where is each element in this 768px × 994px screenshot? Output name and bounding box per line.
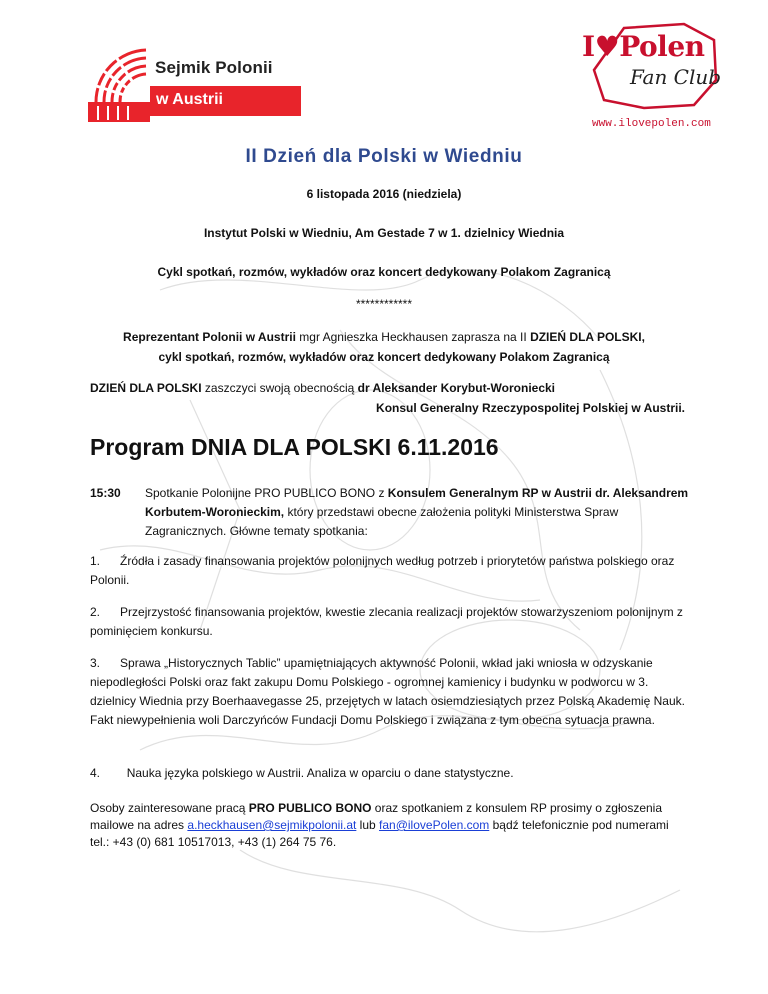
- logo-left-title: Sejmik Polonii: [155, 58, 273, 77]
- topic-number: 4.: [90, 766, 101, 780]
- topic-item-4: [90, 764, 690, 783]
- topic-item-3: [90, 654, 690, 730]
- contact-paragraph: [90, 800, 690, 851]
- topic-text: Przejrzystość finansowania projektów, kwestie zlecania realizacji projektów stowarzyszeniom polonijnym z pominięciem konkursu.: [90, 605, 683, 638]
- topic-number: 3.: [90, 656, 101, 670]
- intro-day: DZIEŃ DLA POLSKI,: [530, 330, 645, 344]
- topic-text: Źródła i zasady finansowania projektów polonijnych według potrzeb i priorytetów państwa polskiego oraz Polonii.: [90, 554, 675, 587]
- program-title: Program DNIA DLA POLSKI 6.11.2016: [90, 434, 499, 460]
- separator-stars: ************: [355, 297, 413, 311]
- series-line: Cykl spotkań, rozmów, wykładów oraz koncert dedykowany Polakom Zagranicą: [157, 265, 611, 279]
- honor-paragraph: [90, 378, 690, 398]
- contact-ppb: PRO PUBLICO BONO: [248, 801, 372, 815]
- logo-right-club: Fan Club: [630, 65, 722, 89]
- topic-item-1: [90, 552, 690, 590]
- email-link-heckhausen[interactable]: a.heckhausen@sejmikpolonii.at: [187, 818, 357, 832]
- intro-paragraph: [0, 327, 768, 367]
- venue-line: Instytut Polski w Wiedniu, Am Gestade 7 w 1. dzielnicy Wiednia: [203, 226, 565, 240]
- topic-item-2: [90, 603, 690, 641]
- document-title: II Dzień dla Polski w Wiedniu: [245, 146, 523, 167]
- topic-text: Sprawa „Historycznych Tablic” upamiętniających aktywność Polonii, wkład jaki wniosła w odzyskanie niepodległości Polski oraz fakt zakupu Domu Polskiego - ogromnej kamienicy i budynku w podworcu w 3. dzielnicy Wiednia przy Boerhaavegasse 25, przejętych w latach osiemdziesiątych przez Polską Akademię Nauk. Fakt niewypełnienia woli Darczyńców Fundacji Domu Polskiego i związana z tym obecna sytuacja prawna.: [90, 656, 685, 727]
- honor-title: Konsul Generalny Rzeczypospolitej Polskiej w Austrii.: [376, 401, 685, 415]
- intro-line2: cykl spotkań, rozmów, wykładów oraz koncert dedykowany Polakom Zagranicą: [158, 350, 610, 364]
- meeting-paragraph: [145, 484, 690, 541]
- date-line: 6 listopada 2016 (niedziela): [306, 187, 462, 201]
- logo-left-band: [150, 86, 301, 116]
- honor-day: DZIEŃ DLA POLSKI: [90, 381, 202, 395]
- logo-left-subtitle: w Austrii: [156, 91, 223, 108]
- intro-rep: Reprezentant Polonii w Austrii: [123, 330, 296, 344]
- contact-text2: oraz spotkaniem z konsulem RP prosimy o zgłoszenia mailowe na adres: [90, 801, 663, 832]
- logo-right-brand: I♥Polen: [582, 30, 705, 63]
- honor-name: dr Aleksander Korybut-Woroniecki: [357, 381, 556, 395]
- meeting-text2: który przedstawi obecne założenia polityki Ministerstwa Spraw Zagranicznych. Główne tematy spotkania:: [145, 505, 619, 538]
- contact-text4: bądź telefonicznie pod numerami tel.: +43 (0) 681 10517013, +43 (1) 264 75 76.: [90, 818, 669, 849]
- program-time: 15:30: [90, 486, 121, 500]
- sejmik-polonii-logo: [88, 44, 303, 124]
- intro-rep-text: mgr Agnieszka Heckhausen zaprasza na II: [295, 330, 531, 344]
- contact-text1: Osoby zainteresowane pracą: [90, 801, 249, 815]
- ilovepolen-logo: [560, 20, 730, 132]
- sejmik-fan-emblem: [88, 44, 150, 122]
- meeting-consul: Konsulem Generalnym RP w Austrii dr. Aleksandrem Korbutem-Woronieckim,: [145, 486, 689, 519]
- topic-number: 1.: [90, 554, 101, 568]
- topic-number: 2.: [90, 605, 101, 619]
- logo-right-url[interactable]: www.ilovepolen.com: [592, 118, 711, 130]
- contact-text3: lub: [356, 818, 380, 832]
- email-link-fan[interactable]: fan@ilovePolen.com: [379, 818, 490, 832]
- meeting-text1: Spotkanie Polonijne PRO PUBLICO BONO z: [145, 486, 388, 500]
- topic-text: Nauka języka polskiego w Austrii. Analiza w oparciu o dane statystyczne.: [126, 766, 514, 780]
- honor-text: zaszczyci swoją obecnością: [201, 381, 358, 395]
